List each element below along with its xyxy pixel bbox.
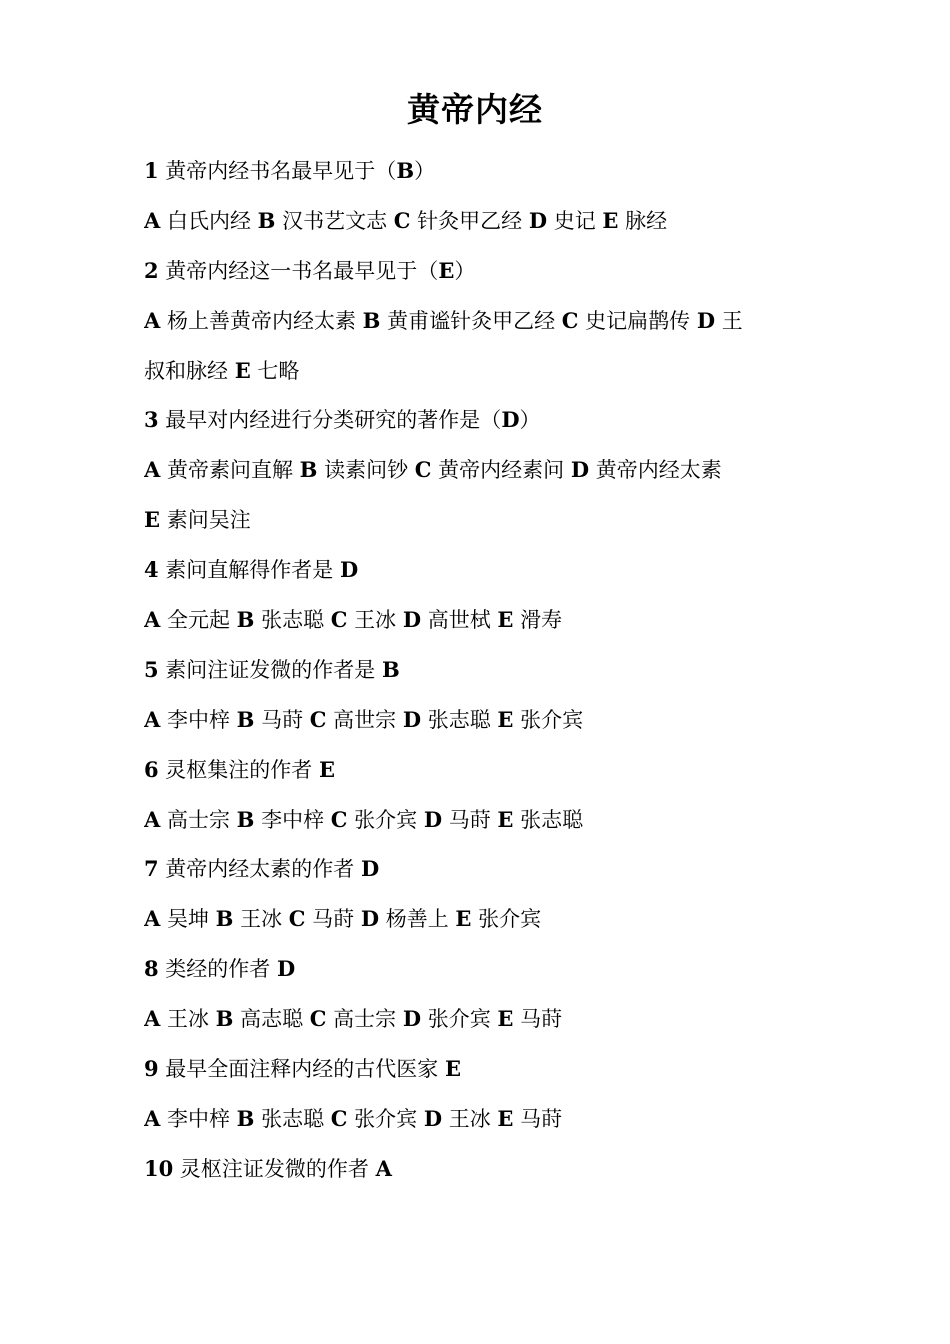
question-list xyxy=(144,146,814,1194)
question-8: 8 类经的作者 D xyxy=(144,956,296,982)
question-10: 10 灵枢注证发微的作者 A xyxy=(144,1155,392,1181)
options-2-line-2: 叔和脉经 E 七略 xyxy=(144,357,300,383)
options-2-line-1: A 杨上善黄帝内经太素 B 黄甫谧针灸甲乙经 C 史记扁鹊传 D 王 xyxy=(144,307,743,333)
options-3-line-2: E 素问吴注 xyxy=(144,507,251,533)
options-7: A 吴坤 B 王冰 C 马莳 D 杨善上 E 张介宾 xyxy=(144,906,542,932)
options-3-line-1: A 黄帝素问直解 B 读素问钞 C 黄帝内经素问 D 黄帝内经太素 xyxy=(144,457,722,483)
question-4: 4 素问直解得作者是 D xyxy=(144,557,359,583)
options-9: A 李中梓 B 张志聪 C 张介宾 D 王冰 E 马莳 xyxy=(144,1105,563,1131)
options-8: A 王冰 B 高志聪 C 高士宗 D 张介宾 E 马莳 xyxy=(144,1006,563,1032)
question-5: 5 素问注证发微的作者是 B xyxy=(144,656,400,682)
question-9: 9 最早全面注释内经的古代医家 E xyxy=(144,1056,461,1082)
question-1: 1 黄帝内经书名最早见于（B） xyxy=(144,158,436,183)
options-4: A 全元起 B 张志聪 C 王冰 D 高世栻 E 滑寿 xyxy=(144,607,563,633)
options-6: A 高士宗 B 李中梓 C 张介宾 D 马莳 E 张志聪 xyxy=(144,806,584,832)
question-3: 3 最早对内经进行分类研究的著作是（D） xyxy=(144,407,541,433)
options-1: A 白氏内经 B 汉书艺文志 C 针灸甲乙经 D 史记 E 脉经 xyxy=(144,207,668,233)
question-6: 6 灵枢集注的作者 E xyxy=(144,756,335,782)
document-title: 黄帝内经 xyxy=(407,90,543,129)
question-2: 2 黄帝内经这一书名最早见于（E） xyxy=(144,257,476,283)
options-5: A 李中梓 B 马莳 C 高世宗 D 张志聪 E 张介宾 xyxy=(144,706,584,732)
question-7: 7 黄帝内经太素的作者 D xyxy=(144,856,380,882)
